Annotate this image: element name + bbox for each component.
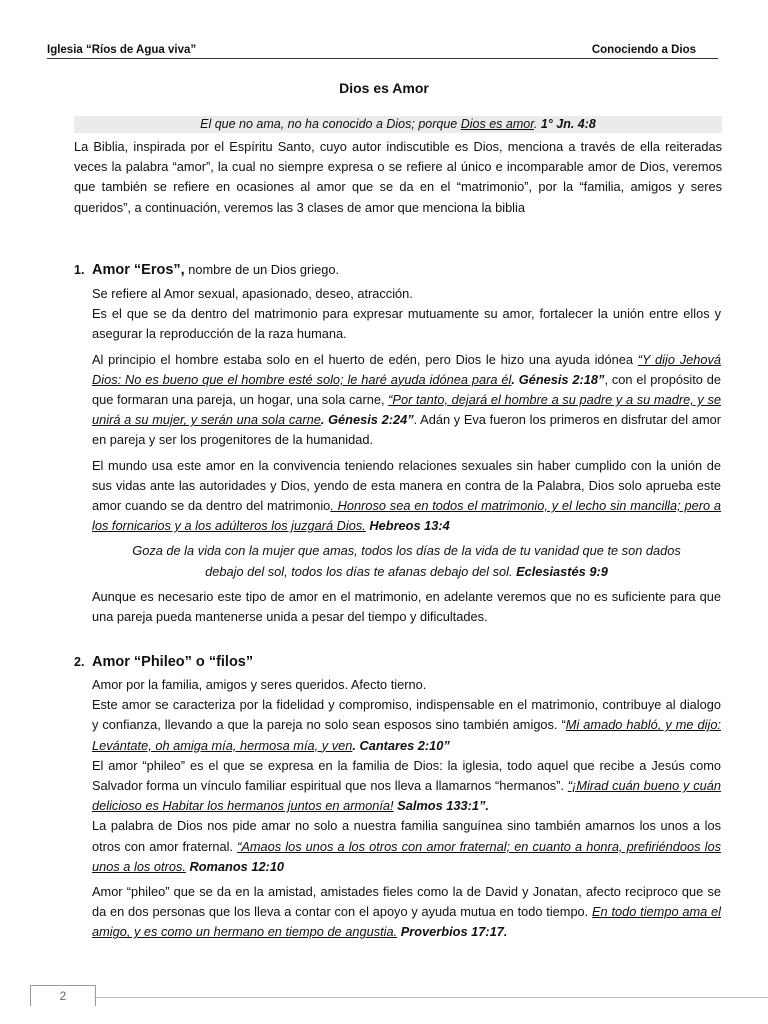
s1p3-quote-2: “Por tanto, dejará el hombre a su padre y a su madre, y se unirá a su mujer, y serán una sola carne: [92, 392, 721, 428]
section-1-subtitle: nombre de un Dios griego.: [184, 262, 340, 277]
s1p3-text-c: . Adán y Eva fueron los primeros en disfrutar del amor en pareja y ser los progenitores de la humanidad.: [92, 412, 721, 448]
section-1-title: Amor “Eros”,: [92, 262, 185, 278]
section-1-p2: Es el que se da dentro del matrimonio para expresar mutuamente su amor, fortalecer la unión entre ellos y asegurar la reproducción de la raza humana.: [92, 306, 721, 342]
s1-quote-line-1: Goza de la vida con la mujer que amas, todos los días de la vida de tu vanidad que te son dados: [132, 543, 681, 559]
s2p5-ref: Proverbios 17:17.: [397, 924, 508, 940]
section-2-heading: [74, 654, 253, 670]
section-1-p1: Se refiere al Amor sexual, apasionado, deseo, atracción.: [92, 286, 413, 301]
page-header: [47, 44, 718, 59]
section-1-heading: [74, 262, 339, 278]
series-title: Conociendo a Dios: [591, 44, 696, 56]
section-1-p3: [92, 350, 721, 451]
section-1-p4: [92, 456, 721, 537]
s1p3-text-a: Al principio el hombre estaba solo en el huerto de edén, pero Dios le hizo una ayuda idónea: [92, 351, 638, 367]
s2p5-text: Amor “phileo” que se da en la amistad, amistades fieles como la de David y Jonatan, afecto reciproco que se da en dos personas que los lleva a contar con el apoyo y ayuda mutua en todo tiempo.: [92, 884, 721, 920]
s2p5-quote: En todo tiempo ama el amigo, y es como un hermano en tiempo de angustia.: [92, 904, 721, 940]
epigraph-dot: .: [533, 117, 541, 131]
section-2-body: [92, 675, 721, 943]
s1p3-ref-1: . Génesis 2:18”: [511, 371, 605, 387]
s1p3-text-b: , con el propósito de que formaran una pareja, un hogar, una sola carne,: [92, 371, 721, 408]
section-1-number: 1.: [74, 263, 85, 277]
s2p3-ref: Salmos 133:1”.: [393, 798, 489, 814]
s2p3-quote: “¡Mirad cuán bueno y cuán delicioso es Habitar los hermanos juntos en armonía!: [92, 778, 721, 814]
s1-quote-line-2: debajo del sol, todos los días te afanas debajo del sol.: [205, 563, 517, 579]
s2p2-text: Este amor se caracteriza por la fidelidad y compromiso, indispensable en el matrimonio, contribuye al dialogo y confianza, llevando a que la pareja no solo sean esposos sino también amigos. “: [92, 697, 721, 733]
s2p4-text: La palabra de Dios nos pide amar no solo a nuestra familia sanguínea sino también amarnos los unos a los otros con amor fraternal.: [92, 818, 721, 854]
page-number: 2: [30, 985, 96, 1006]
s2p4-quote: “Amaos los unos a los otros con amor fraternal; en cuanto a honra, prefiriéndoos los unos a los otros.: [92, 838, 721, 874]
section-1-quote: [92, 541, 721, 581]
s2p3-text: El amor “phileo” es el que se expresa en la familia de Dios: la iglesia, todo aquel que recibe a Jesús como Salvador forma un vínculo familiar espiritual que nos lleva a llamarnos “hermanos”.: [92, 757, 721, 794]
s2p4-ref: Romanos 12:10: [185, 858, 285, 874]
s1p4-quote: . Honroso sea en todos el matrimonio, y el lecho sin mancilla; pero a los fornicarios y a los adúlteros los juzgará Dios.: [92, 498, 722, 534]
section-2-p4: [92, 816, 721, 877]
section-2-p1: Amor por la familia, amigos y seres queridos. Afecto tierno.: [92, 677, 427, 692]
footer-divider: [94, 997, 768, 998]
s1p3-quote-1: “Y dijo Jehová Dios: No es bueno que el hombre esté solo; le haré ayuda idónea para él: [92, 351, 721, 387]
s2p2-quote: Mi amado habló, y me dijo: Levántate, oh amiga mía, hermosa mía, y ven: [92, 717, 721, 753]
section-2-title: Amor “Phileo” o “filos”: [92, 654, 254, 670]
s1p3-ref-2: . Génesis 2:24”: [320, 412, 414, 428]
page-title: Dios es Amor: [339, 80, 429, 96]
section-2-number: 2.: [74, 655, 85, 669]
s1-quote-ref: Eclesiastés 9:9: [516, 563, 608, 579]
section-2-p2: [92, 695, 721, 756]
section-2-p3: [92, 756, 721, 817]
epigraph-text: El que no ama, no ha conocido a Dios; porque: [200, 117, 461, 131]
intro-paragraph: La Biblia, inspirada por el Espíritu Santo, cuyo autor indiscutible es Dios, menciona a través de ella reiteradas veces la palabra “amor”, la cual no siempre expresa o se refiere al único e incomparable amor de Dios, veremos que también se refiere en ocasiones al amor que se da en el “matrimonio”, por la “familia, amigos y seres queridos”, a continuación, veremos las 3 clases de amor que menciona la biblia: [74, 139, 722, 215]
s2p2-ref: . Cantares 2:10”: [352, 737, 450, 753]
s1p4-ref: Hebreos 13:4: [365, 518, 450, 534]
epigraph-reference: 1° Jn. 4:8: [540, 117, 596, 131]
epigraph-underlined: Dios es amor: [460, 117, 534, 131]
section-1-p5: Aunque es necesario este tipo de amor en el matrimonio, en adelante veremos que no es suficiente para que una pareja pueda mantenerse unida a pesar del tiempo y dificultades.: [92, 588, 721, 625]
section-1-body: [92, 284, 721, 627]
section-2-p5: [92, 882, 721, 943]
s1p4-text: El mundo usa este amor en la convivencia teniendo relaciones sexuales sin haber cumplido con la unión de sus vidas ante las autoridades y Dios, yendo de esta manera en contra de la Palabra, Dios solo aprueba este amor cuando se da dentro del matrimonio: [92, 457, 721, 514]
epigraph: [74, 116, 722, 133]
church-name: Iglesia “Ríos de Agua viva”: [47, 44, 197, 56]
